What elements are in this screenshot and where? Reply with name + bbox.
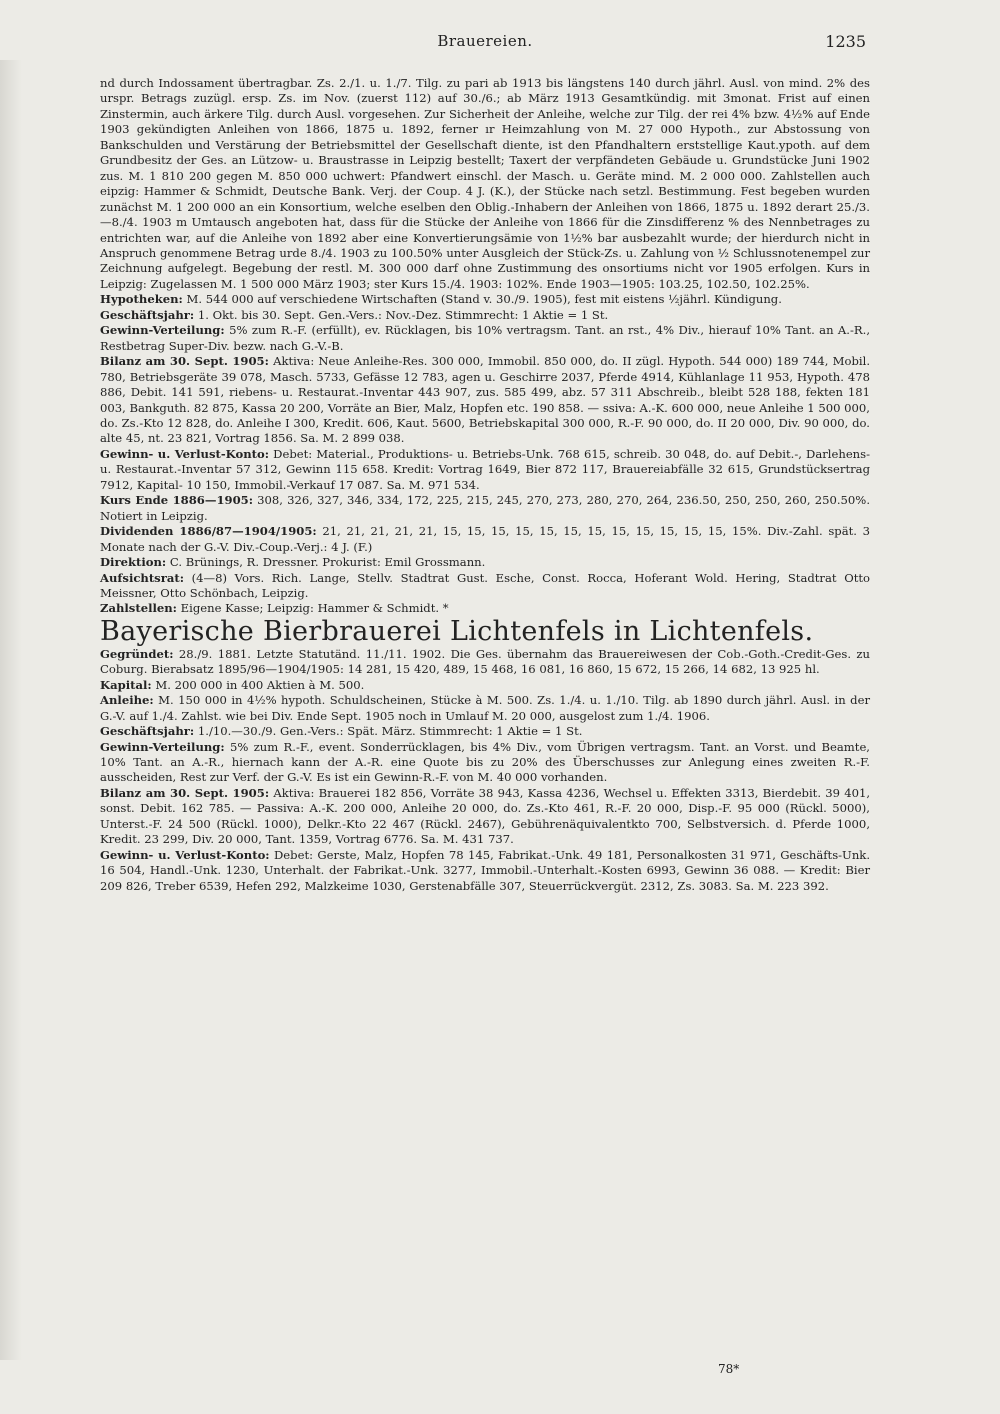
para-text: M. 200 000 in 400 Aktien à M. 500. bbox=[155, 677, 365, 692]
hypotheken-para bbox=[100, 292, 870, 307]
running-title: Brauereien. bbox=[437, 32, 533, 50]
gewinn-verteilung2-para bbox=[100, 740, 870, 786]
para-label: Anleihe: bbox=[100, 693, 154, 708]
para-text: 1./10.—30./9. Gen.-Vers.: Spät. März. Stimmrecht: 1 Aktie = 1 St. bbox=[197, 724, 583, 739]
para-text: Debet: Gerste, Malz, Hopfen 78 145, Fabrikat.-Unk. 49 181, Personalkosten 31 971, Geschäfts-Unk. 16 504, Handl.-Unk. 1230, Unterhalt. der Fabrikat.-Unk. 3277, Immobil.-Unterhalt.-Kosten 6993, Gewinn 36 088. — Kredit: Bier 209 826, Treber 6539, Hefen 292, Malzkeime 1030, Gerstenabfälle 307, Steuerrückvergüt. 2312, Zs. 3083. Sa. M. 223 392. bbox=[100, 847, 871, 893]
para-label: Dividenden 1886/87—1904/1905: bbox=[100, 524, 317, 539]
para-text: 28./9. 1881. Letzte Statutänd. 11./11. 1902. Die Ges. übernahm das Brauereiwesen der Cob.-Goth.-Credit-Ges. zu Coburg. Bierabsatz 1895/96—1904/1905: 14 281, 15 420, 489, 15 468, 16 081, 16 860, 15 672, 15 266, 14 682, 13 925 hl. bbox=[100, 646, 870, 677]
para-text: Aktiva: Brauerei 182 856, Vorräte 38 943, Kassa 4236, Wechsel u. Effekten 3313, Bierdebit. 39 401, sonst. Debit. 162 785. — Passiva: A.-K. 200 000, Anleihe 20 000, do. Zs.-Kto 461, R.-F. 20 000, Disp.-F. 95 000 (Rückl. 5000), Unterst.-F. 24 500 (Rückl. 1000), Delkr.-Kto 22 467 (Rückl. 2467), Gebührenäquivalentkto 700, Selbstversich. d. Pferde 1000, Kredit. 23 299, Div. 20 000, Tant. 1359, Vortrag 6776. Sa. M. 431 737. bbox=[100, 785, 871, 847]
dividenden-para bbox=[100, 524, 870, 555]
para-label: Gewinn-Verteilung: bbox=[100, 323, 225, 338]
bilanz2-para bbox=[100, 786, 870, 848]
para-text: 1. Okt. bis 30. Sept. Gen.-Vers.: Nov.-Dez. Stimmrecht: 1 Aktie = 1 St. bbox=[197, 307, 609, 322]
para-label: Kurs Ende 1886—1905: bbox=[100, 493, 254, 508]
geschaeftsjahr-para bbox=[100, 308, 870, 323]
gewinn-verlust-para bbox=[100, 447, 870, 493]
para-label: Gegründet: bbox=[100, 646, 174, 661]
gewinn-verlust2-para bbox=[100, 848, 870, 894]
para-text: 308, 326, 327, 346, 334, 172, 225, 215, 245, 270, 273, 280, 270, 264, 236.50, 250, 250, 260, 250.50%. Notiert in Leipzig. bbox=[100, 493, 870, 523]
para-text: 21, 21, 21, 21, 21, 15, 15, 15, 15, 15, 15, 15, 15, 15, 15, 15, 15, 15%. Div.-Zahl. spät. 3 Monate nach der G.-V. Div.-Coup.-Verj.: 4 J. (F.) bbox=[100, 524, 870, 554]
para-label: Bilanz am 30. Sept. 1905: bbox=[100, 354, 269, 369]
para-text: Aktiva: Neue Anleihe-Res. 300 000, Immobil. 850 000, do. II zügl. Hypoth. 544 000) 189 744, Mobil. 780, Betriebsgeräte 39 078, Masch. 5733, Gefässe 12 783, agen u. Geschirre 2037, Pferde 4914, Kühlanlage 11 953, Hypoth. 478 886, Debit. 141 591, riebens- u. Restaurat.-Inventar 443 907, zus. 585 499, abz. 57 311 Abschreib., bleibt 528 188, fekten 181 003, Bankguth. 82 875, Kassa 20 200, Vorräte an Bier, Malz, Hopfen etc. 190 858. — ssiva: A.-K. 600 000, neue Anleihe 1 500 000, do. Zs.-Kto 12 828, do. Anleihe I 300, Kredit. 606, Kaut. 5600, Betriebskapital 300 000, R.-F. 90 000, do. II 20 000, Div. 90 000, do. alte 45, nt. 23 821, Vortrag 1856. Sa. M. 2 899 038. bbox=[100, 354, 871, 446]
kurs-para bbox=[100, 493, 870, 524]
para-label: Aufsichtsrat: bbox=[100, 570, 184, 585]
section2-title: Bayerische Bierbrauerei Lichtenfels in Lichtenfels. bbox=[100, 615, 814, 647]
para-text: 5% zum R.-F. (erfüllt), ev. Rücklagen, bis 10% vertragsm. Tant. an rst., 4% Div., hierauf 10% Tant. an A.-R., Restbetrag Super-Div. bezw. nach G.-V.-B. bbox=[100, 323, 870, 353]
page-body bbox=[100, 76, 870, 894]
para-text: 5% zum R.-F., event. Sonderrücklagen, bis 4% Div., vom Übrigen vertragsm. Tant. an Vorst. und Beamte, 10% Tant. an A.-R., hiernach kann der A.-R. eine Quote bis zu 20% des Überschusses zur Anlegung eines zweiten R.-F. ausscheiden, Rest zur Verf. der G.-V. Es ist ein Gewinn-R.-F. von M. 40 000 vorhanden. bbox=[100, 739, 870, 785]
para-text: Eigene Kasse; Leipzig: Hammer & Schmidt. * bbox=[180, 601, 449, 616]
para-text: M. 150 000 in 4½% hypoth. Schuldscheinen, Stücke à M. 500. Zs. 1./4. u. 1./10. Tilg. ab 1890 durch jährl. Ausl. in der G.-V. auf 1./4. Zahlst. wie bei Div. Ende Sept. 1905 noch in Umlauf M. 20 000, ausgelost zum 1./4. 1906. bbox=[100, 693, 870, 723]
signature-mark: 78* bbox=[718, 1362, 740, 1376]
page-header bbox=[100, 32, 870, 54]
para-text: Debet: Material., Produktions- u. Betriebs-Unk. 768 615, schreib. 30 048, do. auf Debit.-, Darlehens- u. Restaurat.-Inventar 57 312, Gewinn 115 658. Kredit: Vortrag 1649, Bier 872 117, Brauereiabfälle 32 615, Grundstücksertrag 7912, Kapital- 10 150, Immobil.-Verkauf 17 087. Sa. M. 971 534. bbox=[100, 446, 871, 492]
direktion-para bbox=[100, 555, 870, 570]
para-label: Bilanz am 30. Sept. 1905: bbox=[100, 785, 270, 800]
geschaeftsjahr2-para bbox=[100, 724, 870, 739]
para-text: C. Brünings, R. Dressner. Prokurist: Emil Grossmann. bbox=[169, 555, 486, 570]
para-label: Geschäftsjahr: bbox=[100, 307, 195, 322]
para-label: Zahlstellen: bbox=[100, 601, 177, 616]
section1-intro: nd durch Indossament übertragbar. Zs. 2./1. u. 1./7. Tilg. zu pari ab 1913 bis längstens 140 durch jährl. Ausl. von mind. 2% des urspr. Betrags zuzügl. ersp. Zs. im Nov. (zuerst 112) auf 30./6.; ab März 1913 Gesamtkündig. mit 3monat. Frist auf einen Zinstermin, auch ärkere Tilg. durch Ausl. vorgesehen. Zur Sicherheit der Anleihe, welche zur Tilg. der rei 4% bzw. 4½% auf Ende 1903 gekündigten Anleihen von 1866, 1875 u. 1892, ferner ır Heimzahlung von M. 27 000 Hypoth., zur Abstossung von Bankschulden und Verstärung der Betriebsmittel der Gesellschaft diente, ist den Pfandhaltern erststellige Kaut.ypoth. auf dem Grundbesitz der Ges. an Lützow- u. Braustrasse in Leipzig bestellt; Taxert der verpfändeten Gebäude u. Grundstücke Juni 1902 zus. M. 1 810 200 gegen M. 850 000 uchwert: Pfandwert einschl. der Masch. u. Geräte mind. M. 2 000 000. Zahlstellen auch eipzig: Hammer & Schmidt, Deutsche Bank. Verj. der Coup. 4 J. (K.), der Stücke nach setzl. Bestimmung. Fest begeben wurden zunächst M. 1 200 000 an ein Konsortium, welche eselben den Oblig.-Inhabern der Anleihen von 1866, 1875 u. 1892 derart 25./3.—8./4. 1903 m Umtausch angeboten hat, dass für die Stücke der Anleihe von 1866 für die Zinsdifferenz % des Nennbetrages zu entrichten war, auf die Anleihe von 1892 aber eine Konvertierungsämie von 1½% bar ausbezahlt wurde; der hierdurch nicht in Anspruch genommene Betrag urde 8./4. 1903 zu 100.50% unter Ausgleich der Stück-Zs. u. Zahlung von ½ Schlussnotenempel zur Zeichnung aufgelegt. Begebung der restl. M. 300 000 darf ohne Zustimmung des onsortiums nicht vor 1905 erfolgen. Kurs in Leipzig: Zugelassen M. 1 500 000 März 1903; ster Kurs 15./4. 1903: 102%. Ende 1903—1905: 103.25, 102.50, 102.25%. bbox=[100, 76, 870, 291]
para-label: Hypotheken: bbox=[100, 292, 183, 307]
anleihe-para bbox=[100, 693, 870, 724]
gegruendet-para bbox=[100, 647, 870, 678]
para-label: Gewinn- u. Verlust-Konto: bbox=[100, 847, 270, 862]
aufsichtsrat-para bbox=[100, 571, 870, 602]
para-label: Direktion: bbox=[100, 555, 167, 570]
para-label: Gewinn- u. Verlust-Konto: bbox=[100, 446, 270, 461]
para-text: M. 544 000 auf verschiedene Wirtschaften (Stand v. 30./9. 1905), fest mit eistens ½jährl. Kündigung. bbox=[186, 292, 782, 307]
para-label: Kapital: bbox=[100, 677, 152, 692]
scan-margin bbox=[0, 60, 22, 1360]
zahlstellen-para bbox=[100, 601, 870, 616]
para-label: Gewinn-Verteilung: bbox=[100, 739, 225, 754]
para-text: (4—8) Vors. Rich. Lange, Stellv. Stadtrat Gust. Esche, Const. Rocca, Hoferant Wold. Hering, Stadtrat Otto Meissner, Otto Schönbach, Leipzig. bbox=[100, 570, 870, 600]
kapital-para bbox=[100, 678, 870, 693]
page-number: 1235 bbox=[825, 32, 866, 51]
gewinn-verteilung-para bbox=[100, 323, 870, 354]
para-label: Geschäftsjahr: bbox=[100, 724, 195, 739]
bilanz-para bbox=[100, 354, 870, 447]
